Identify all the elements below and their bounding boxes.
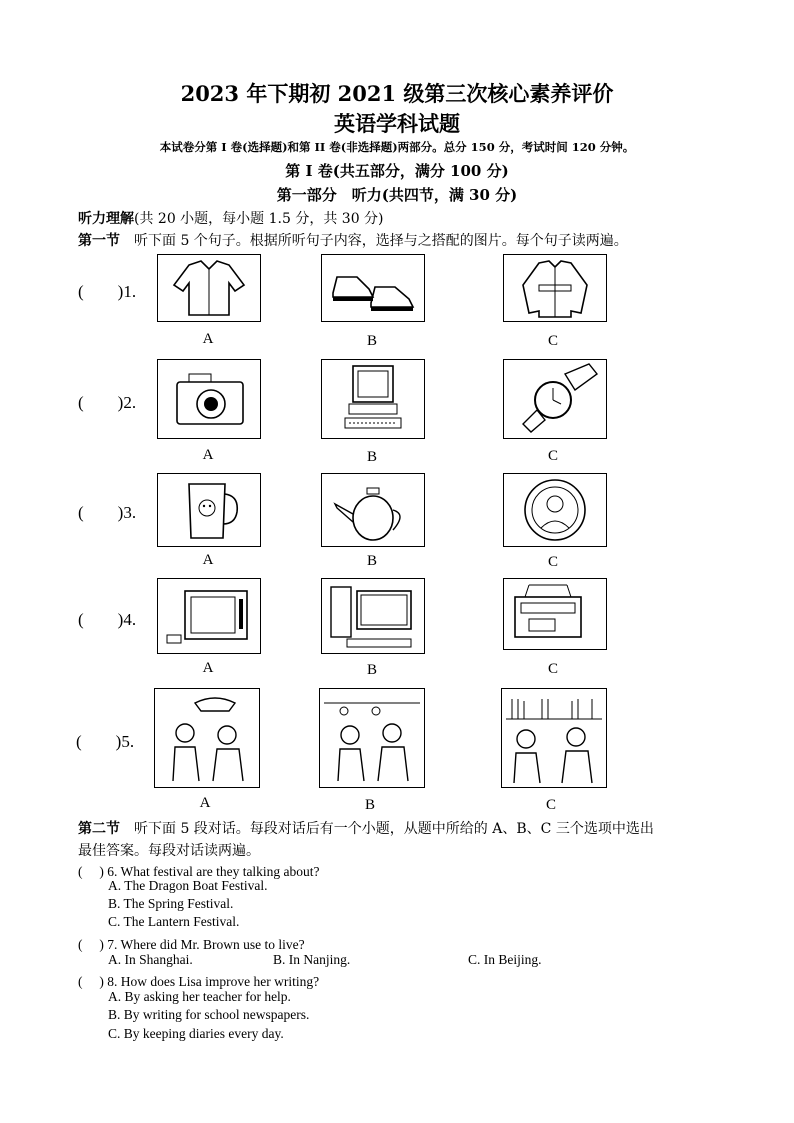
shoes-icon[interactable] bbox=[321, 254, 425, 322]
people-on-bus-icon[interactable] bbox=[319, 688, 425, 788]
shirt-icon[interactable] bbox=[157, 254, 261, 322]
q5-option-b-label: B bbox=[364, 797, 375, 813]
listening-intro bbox=[78, 208, 384, 228]
q4-option-c-label: C bbox=[547, 661, 558, 677]
q4-option-a-label: A bbox=[202, 660, 214, 676]
section1-instruction bbox=[78, 230, 628, 250]
question-4-number: ( )4. bbox=[78, 610, 137, 629]
people-talking-icon[interactable] bbox=[154, 688, 260, 788]
question-7-option-a[interactable]: A. In Shanghai. bbox=[108, 952, 193, 967]
question-3-number: ( )3. bbox=[78, 503, 137, 522]
q1-option-c-label: C bbox=[547, 333, 558, 349]
question-6-stem: ( ) 6. What festival are they talking about? bbox=[78, 864, 320, 879]
exam-subject-title: 英语学科试题 bbox=[334, 111, 460, 136]
section2-text: 听下面 5 段对话。每段对话后有一个小题，从题中所给的 A、B、C 三个选项中选出 bbox=[120, 821, 654, 837]
q1-option-a-label: A bbox=[202, 331, 214, 347]
volume-heading: 第 I 卷(共五部分，满分 100 分) bbox=[285, 162, 509, 180]
exam-instruction: 本试卷分第 I 卷(选择题)和第 II 卷(非选择题)两部分。总分 150 分，考试时间 120 分钟。 bbox=[159, 140, 635, 154]
question-5-number: ( )5. bbox=[76, 732, 135, 751]
question-7-option-c[interactable]: C. In Beijing. bbox=[468, 952, 542, 967]
listening-intro-label: 听力理解 bbox=[78, 211, 134, 227]
q4-option-b-label: B bbox=[366, 662, 377, 678]
question-8-stem: ( ) 8. How does Lisa improve her writing? bbox=[78, 974, 320, 989]
exam-title: 2023 年下期初 2021 级第三次核心素养评价 bbox=[180, 81, 614, 106]
section1-label: 第一节 bbox=[78, 233, 120, 249]
question-2-number: ( )2. bbox=[78, 393, 137, 412]
question-8-option-b[interactable]: B. By writing for school newspapers. bbox=[108, 1007, 310, 1022]
desktop-pc-icon[interactable] bbox=[321, 578, 425, 654]
question-8-option-a[interactable]: A. By asking her teacher for help. bbox=[108, 989, 291, 1004]
plate-icon[interactable] bbox=[503, 473, 607, 547]
q5-option-a-label: A bbox=[199, 795, 211, 811]
q1-option-b-label: B bbox=[366, 333, 377, 349]
q2-option-b-label: B bbox=[366, 449, 377, 465]
listening-intro-text: (共 20 小题，每小题 1.5 分，共 30 分) bbox=[134, 211, 384, 227]
teapot-icon[interactable] bbox=[321, 473, 425, 547]
computer-icon[interactable] bbox=[321, 359, 425, 439]
section2-label: 第二节 bbox=[78, 821, 120, 837]
section2-instruction-cont: 最佳答案。每段对话读两遍。 bbox=[78, 843, 260, 859]
part-heading: 第一部分 听力(共四节，满 30 分) bbox=[276, 186, 518, 204]
q2-option-a-label: A bbox=[202, 447, 214, 463]
people-in-library-icon[interactable] bbox=[501, 688, 607, 788]
question-1-number: ( )1. bbox=[78, 282, 137, 301]
question-7-stem: ( ) 7. Where did Mr. Brown use to live? bbox=[78, 937, 305, 952]
q3-option-c-label: C bbox=[547, 554, 558, 570]
radio-icon[interactable] bbox=[503, 578, 607, 650]
question-6-option-a[interactable]: A. The Dragon Boat Festival. bbox=[108, 878, 268, 893]
q5-option-c-label: C bbox=[545, 797, 556, 813]
question-8-option-c[interactable]: C. By keeping diaries every day. bbox=[108, 1026, 284, 1041]
q3-option-a-label: A bbox=[202, 552, 214, 568]
q2-option-c-label: C bbox=[547, 448, 558, 464]
mug-icon[interactable] bbox=[157, 473, 261, 547]
tv-icon[interactable] bbox=[157, 578, 261, 654]
section2-instruction bbox=[78, 818, 654, 838]
question-7-option-b[interactable]: B. In Nanjing. bbox=[273, 952, 351, 967]
section1-text: 听下面 5 个句子。根据所听句子内容，选择与之搭配的图片。每个句子读两遍。 bbox=[120, 233, 628, 249]
question-6-option-c[interactable]: C. The Lantern Festival. bbox=[108, 914, 240, 929]
camera-icon[interactable] bbox=[157, 359, 261, 439]
jacket-icon[interactable] bbox=[503, 254, 607, 322]
watch-icon[interactable] bbox=[503, 359, 607, 439]
q3-option-b-label: B bbox=[366, 553, 377, 569]
question-6-option-b[interactable]: B. The Spring Festival. bbox=[108, 896, 234, 911]
